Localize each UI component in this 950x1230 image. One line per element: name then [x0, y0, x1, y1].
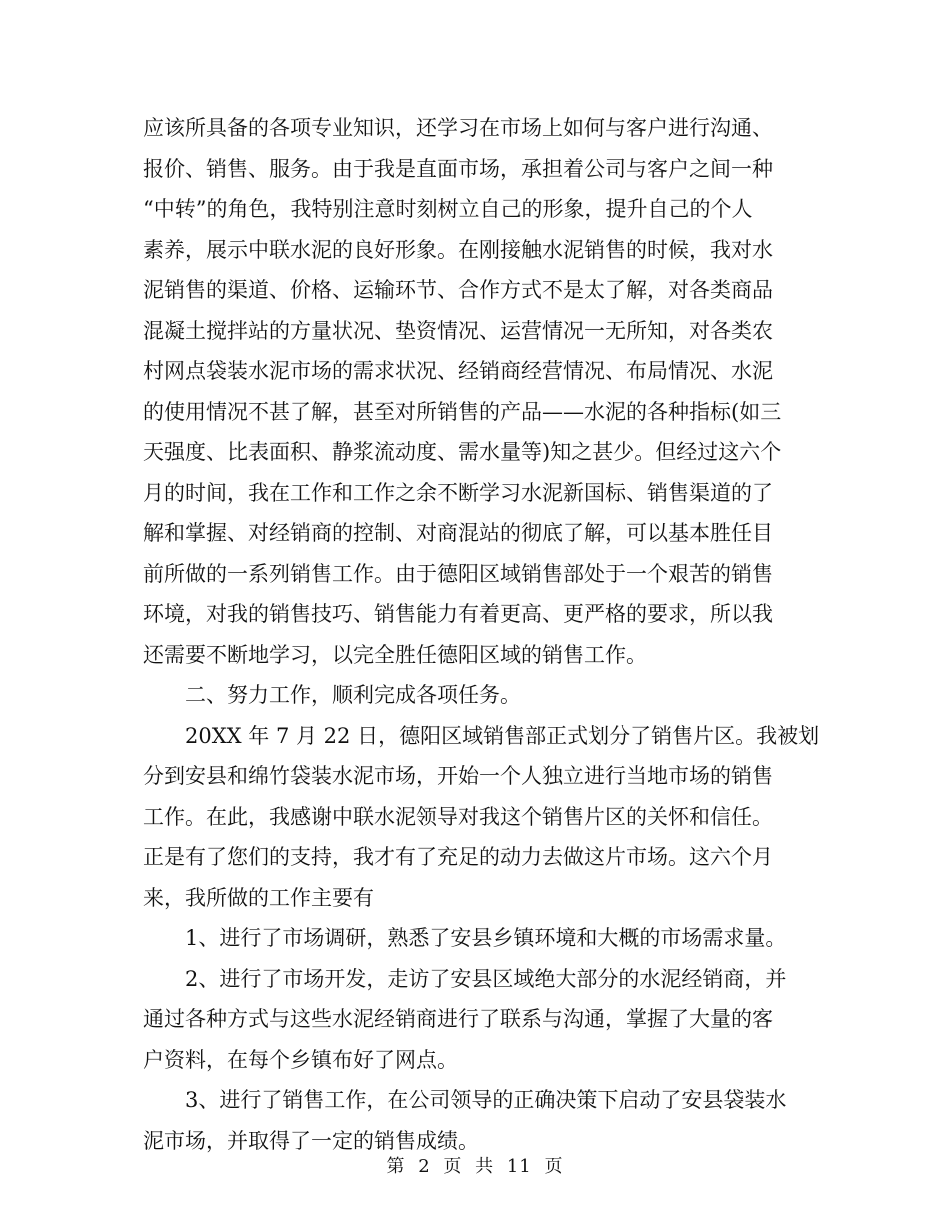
text-line: 天强度、比表面积、静浆流动度、需水量等)知之甚少。但经过这六个 [143, 440, 782, 464]
text-line: 还需要不断地学习，以完全胜任德阳区域的销售工作。 [143, 642, 647, 667]
text-line: 的使用情况不甚了解，甚至对所销售的产品——水泥的各种指标(如三 [143, 399, 782, 424]
text-line: “中转”的角色，我特别注意时刻树立自己的形象，提升自己的个人 [143, 197, 753, 221]
text-line: 泥市场，并取得了一定的销售成绩。 [143, 1128, 479, 1153]
text-line: 解和掌握、对经销商的控制、对商混站的彻底了解，可以基本胜任目 [143, 521, 773, 545]
document-body [143, 108, 820, 1161]
text-line: 月的时间，我在工作和工作之余不断学习水泥新国标、销售渠道的了 [143, 480, 773, 505]
text-line: 素养，展示中联水泥的良好形象。在刚接触水泥销售的时候，我对水 [143, 237, 773, 262]
text-line: 环境，对我的销售技巧、销售能力有着更高、更严格的要求，所以我 [143, 602, 773, 626]
text-line: 正是有了您们的支持，我才有了充足的动力去做这片市场。这六个月 [143, 845, 773, 869]
page-number-footer: 第 2 页 共 11 页 [386, 1156, 564, 1177]
text-line: 20XX 年 7 月 22 日，德阳区域销售部正式划分了销售片区。我被划 [185, 723, 820, 748]
text-line: 户资料，在每个乡镇布好了网点。 [143, 1047, 458, 1072]
text-line: 前所做的一系列销售工作。由于德阳区域销售部处于一个艰苦的销售 [143, 561, 773, 586]
list-item: 2、进行了市场开发，走访了安县区域绝大部分的水泥经销商，并 [185, 966, 787, 991]
text-line: 泥销售的渠道、价格、运输环节、合作方式不是太了解，对各类商品 [143, 278, 773, 302]
text-line: 应该所具备的各项专业知识，还学习在市场上如何与客户进行沟通、 [143, 116, 773, 140]
text-line: 通过各种方式与这些水泥经销商进行了联系与沟通，掌握了大量的客 [143, 1007, 773, 1031]
section-heading: 二、努力工作，顺利完成各项任务。 [185, 683, 521, 707]
text-line: 分到安县和绵竹袋装水泥市场，开始一个人独立进行当地市场的销售 [143, 764, 773, 788]
text-line: 村网点袋装水泥市场的需求状况、经销商经营情况、布局情况、水泥 [143, 359, 773, 383]
text-line: 报价、销售、服务。由于我是直面市场，承担着公司与客户之间一种 [143, 156, 773, 181]
text-line: 来，我所做的工作主要有 [143, 885, 374, 910]
text-line: 工作。在此，我感谢中联水泥领导对我这个销售片区的关怀和信任。 [143, 804, 773, 829]
text-line: 混凝土搅拌站的方量状况、垫资情况、运营情况一无所知，对各类农 [143, 318, 773, 343]
list-item: 1、进行了市场调研，熟悉了安县乡镇环境和大概的市场需求量。 [185, 926, 787, 950]
list-item: 3、进行了销售工作，在公司领导的正确决策下启动了安县袋装水 [185, 1088, 787, 1112]
